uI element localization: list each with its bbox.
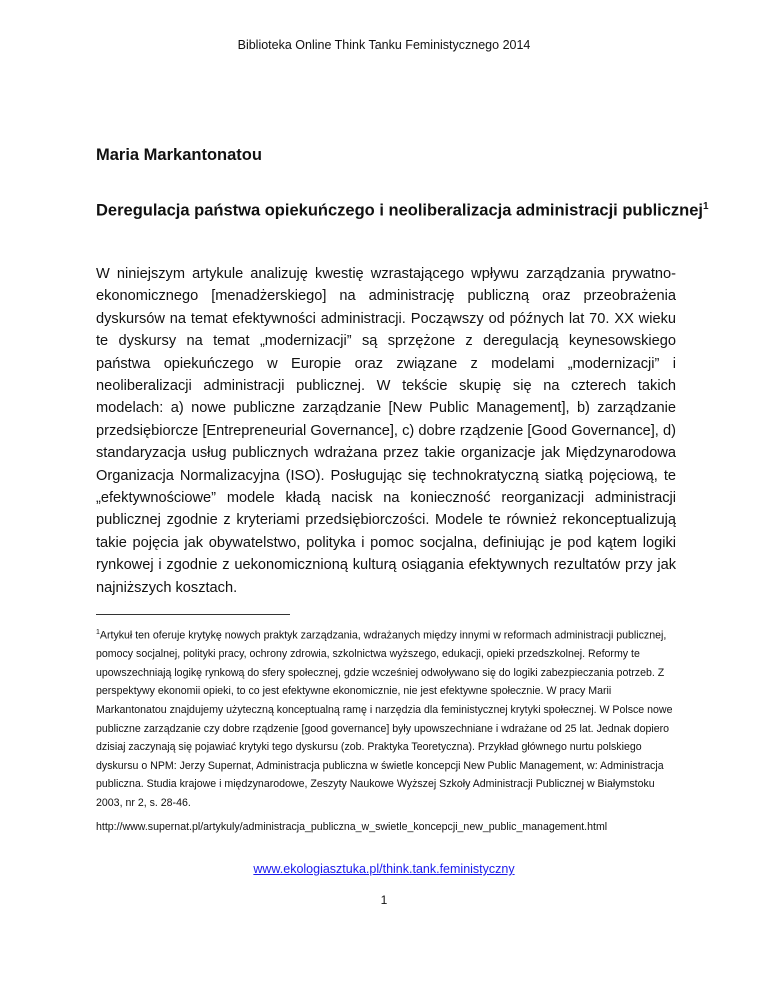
author-name: Maria Markantonatou — [96, 146, 262, 164]
footnote-marker: 1 — [96, 629, 100, 636]
footnote-url[interactable]: http://www.supernat.pl/artykuly/administracja_publiczna_w_swietle_koncepcji_new_public_management.html — [96, 821, 608, 834]
footnote-reference[interactable]: 1 — [703, 201, 709, 212]
footnote — [96, 624, 676, 837]
abstract — [96, 263, 676, 599]
footnote-text — [96, 624, 676, 812]
footer-link[interactable]: www.ekologiasztuka.pl/think.tank.feministyczny — [253, 862, 515, 876]
page-number: 1 — [380, 893, 388, 907]
article-title — [96, 201, 709, 221]
article-title-text: Deregulacja państwa opiekuńczego i neoliberalizacja administracji publicznej — [96, 201, 704, 220]
footnote-divider — [96, 614, 290, 615]
abstract-paragraph: W niniejszym artykule analizuję kwestię wzrastającego wpływu zarządzania prywatno-ekonomicznego [menadżerskiego] na administrację publiczną oraz przeobrażenia dyskursów na temat efektywności administracji. Począwszy od późnych lat 70. XX wieku te dyskursy na temat „modernizacji” są sprzężone z deregulacją keynesowskiego państwa opiekuńczego w Europie oraz związane z modelami „modernizacji” i neoliberalizacji administracji publicznej. W tekście skupię się na czterech takich modelach: a) nowe publiczne zarządzanie [New Public Management], b) zarządzanie przedsiębiorcze [Entrepreneurial Governance], c) dobre rządzenie [Good Governance], d) standaryzacja usług publicznych wdrażana przez takie organizacje jak Międzynarodowa Organizacja Normalizacyjna (ISO). Posługując się technokratyczną siatką pojęciową, te „efektywnościowe” modele kładą nacisk na konieczność reorganizacji administracji publicznej zgodnie z kryteriami przedsiębiorczości. Modele te również rekonceptualizują takie pojęcia jak obywatelstwo, polityka i pomoc socjalna, definiując je pod kątem logiki rynkowej i zgodnie z uekonomicznioną kulturą osiągania efektywnych rezultatów przy jak najniższych kosztach. — [96, 266, 676, 596]
footnote-body: Artykuł ten oferuje krytykę nowych praktyk zarządzania, wdrażanych między innymi w reformach administracji publicznej, pomocy socjalnej, polityki pracy, ochrony zdrowia, szkolnictwa wyższego, edukacji, opieki przedszkolnej. Reformy te upowszechniają logikę rynkową do sfery społecznej, gdzie wcześniej odwoływano się do logiki zabezpieczania potrzeb. Z perspektywy ekonomii opieki, to co jest efektywne ekonomicznie, nie jest efektywne społecznie. W pracy Marii Markantonatou znajdujemy użyteczną konceptualną ramę i narzędzia dla feministycznej krytyki społecznej. W Polsce nowe publiczne zarządzanie czy dobre rządzenie [good governance] były upowszechniane i wdrażane od 25 lat. Jednak dopiero dzisiaj zaczynają się pojawiać krytyki tego dyskursu (zob. Praktyka Teoretyczna). Przykład głównego nurtu polskiego dyskursu o NPM: Jerzy Supernat, Administracja publiczna w świetle koncepcji New Public Management, w: Administracja publiczna. Studia krajowe i międzynarodowe, Zeszyty Naukowe Wyższej Szkoły Administracji Publicznej w Białymstoku 2003, nr 2, s. 28-46. — [96, 629, 673, 809]
running-header: Biblioteka Online Think Tanku Feministycznego 2014 — [237, 38, 531, 52]
